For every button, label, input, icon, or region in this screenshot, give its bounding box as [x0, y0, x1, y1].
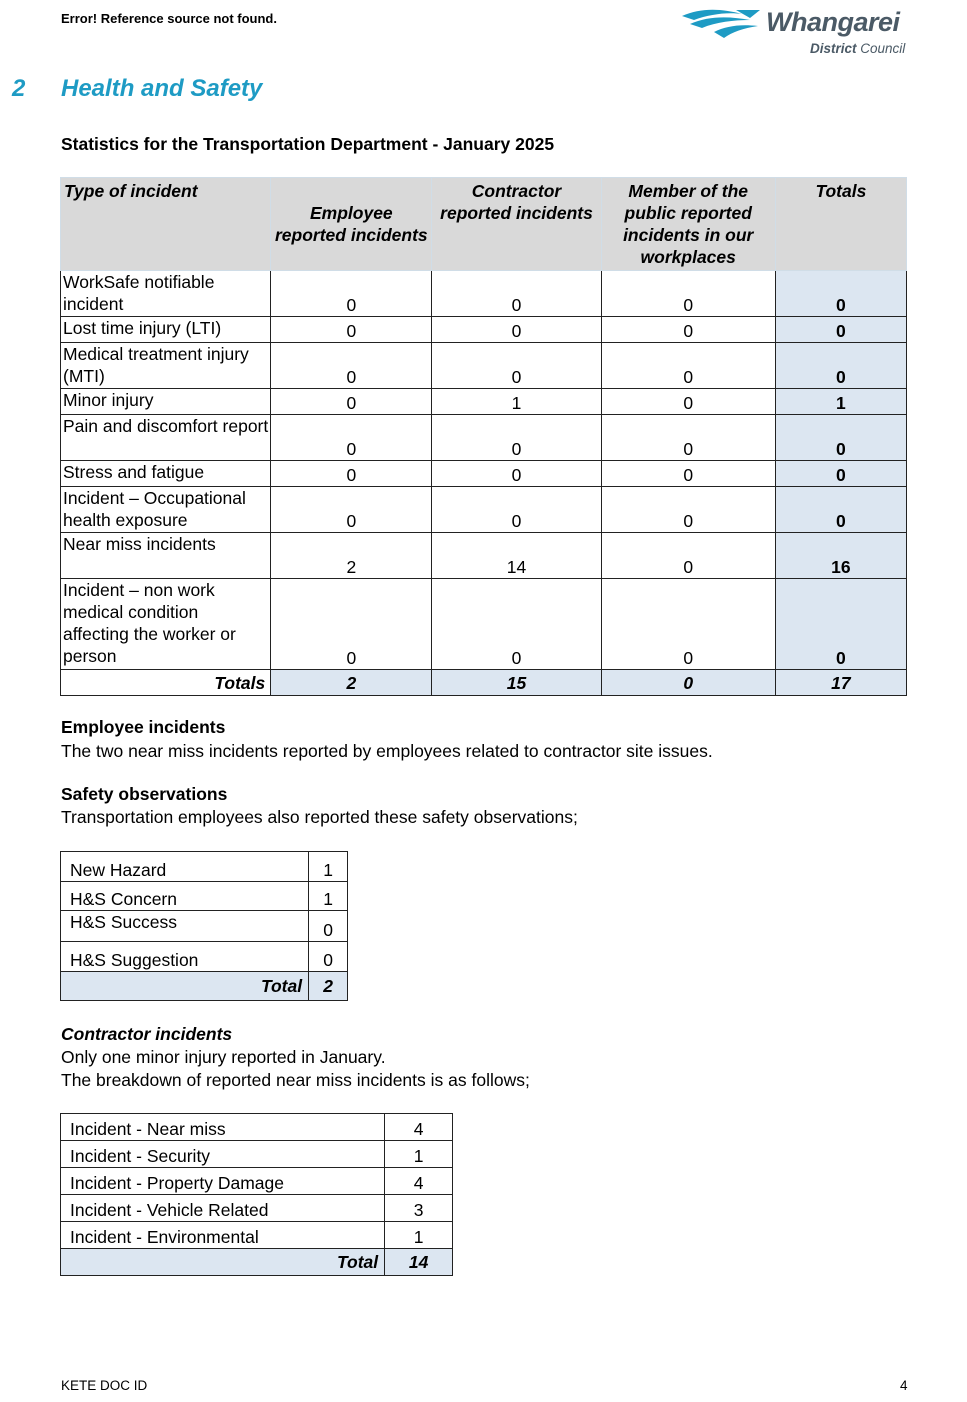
contractor-count: 0: [432, 271, 601, 317]
public-total: 0: [601, 670, 775, 696]
incident-type: Medical treatment injury (MTI): [61, 343, 271, 389]
contractor-total: 15: [432, 670, 601, 696]
table-row: [61, 533, 907, 579]
near-miss-breakdown-table: [60, 1113, 453, 1276]
table-row: [61, 942, 348, 972]
table-row: [61, 1222, 453, 1249]
incident-type: Incident – non work medical condition affecting the worker or person: [61, 579, 271, 670]
contractor-count: 0: [432, 317, 601, 343]
table-row: [61, 343, 907, 389]
wave-logo-icon: [680, 6, 764, 46]
breakdown-label: Incident - Property Damage: [61, 1168, 385, 1195]
contractor-count: 1: [432, 389, 601, 415]
total-row: [61, 972, 348, 1001]
public-count: 0: [601, 343, 775, 389]
totals-label: Totals: [61, 670, 271, 696]
table-row: [61, 317, 907, 343]
safety-observations-heading: Safety observations: [61, 784, 228, 804]
header-employee: Employee reported incidents: [271, 178, 432, 271]
employee-count: 2: [271, 533, 432, 579]
table-header-row: [61, 178, 907, 271]
contractor-incidents-text-2: The breakdown of reported near miss incidents is as follows;: [61, 1070, 530, 1090]
observation-label: H&S Concern: [61, 882, 309, 911]
safety-observations-table: [60, 851, 348, 1001]
observation-value: 1: [309, 852, 348, 882]
row-total: 0: [775, 317, 906, 343]
incident-statistics-table: [60, 177, 907, 696]
safety-observations-text: Transportation employees also reported these safety observations;: [61, 807, 578, 827]
contractor-count: 0: [432, 487, 601, 533]
observation-value: 0: [309, 942, 348, 972]
row-total: 16: [775, 533, 906, 579]
contractor-count: 14: [432, 533, 601, 579]
breakdown-value: 4: [385, 1168, 453, 1195]
table-row: [61, 882, 348, 911]
breakdown-value: 4: [385, 1114, 453, 1141]
logo-name: Whangarei: [766, 7, 900, 37]
observation-value: 1: [309, 882, 348, 911]
incident-type: WorkSafe notifiable incident: [61, 271, 271, 317]
table-row: [61, 389, 907, 415]
employee-incidents-text: The two near miss incidents reported by employees related to contractor site issues.: [61, 741, 713, 761]
council-logo: [680, 4, 915, 60]
public-count: 0: [601, 461, 775, 487]
table-row: [61, 852, 348, 882]
breakdown-value: 3: [385, 1195, 453, 1222]
table-row: [61, 1168, 453, 1195]
incident-type: Incident – Occupational health exposure: [61, 487, 271, 533]
row-total: 1: [775, 389, 906, 415]
contractor-count: 0: [432, 415, 601, 461]
employee-count: 0: [271, 487, 432, 533]
incident-type: Minor injury: [61, 389, 271, 415]
breakdown-value: 1: [385, 1222, 453, 1249]
row-total: 0: [775, 579, 906, 670]
row-total: 0: [775, 415, 906, 461]
logo-subtitle: District Council: [810, 41, 906, 56]
table-row: [61, 487, 907, 533]
table-row: [61, 579, 907, 670]
footer-page-number: 4: [900, 1378, 908, 1393]
observation-label: H&S Suggestion: [61, 942, 309, 972]
section-number: 2: [12, 75, 26, 102]
header-public: Member of the public reported incidents in our workplaces: [601, 178, 775, 271]
header-contractor: Contractor reported incidents: [432, 178, 601, 271]
contractor-count: 0: [432, 579, 601, 670]
breakdown-total-value: 14: [385, 1249, 453, 1276]
contractor-count: 0: [432, 461, 601, 487]
public-count: 0: [601, 533, 775, 579]
table-row: [61, 415, 907, 461]
public-count: 0: [601, 487, 775, 533]
table-row: [61, 1114, 453, 1141]
grand-total: 17: [775, 670, 906, 696]
incident-type: Lost time injury (LTI): [61, 317, 271, 343]
section-title: Health and Safety: [61, 75, 263, 102]
header-type: Type of incident: [61, 178, 271, 271]
observation-label: New Hazard: [61, 852, 309, 882]
public-count: 0: [601, 389, 775, 415]
incident-type: Pain and discomfort report: [61, 415, 271, 461]
public-count: 0: [601, 271, 775, 317]
breakdown-label: Incident - Security: [61, 1141, 385, 1168]
row-total: 0: [775, 461, 906, 487]
table-row: [61, 461, 907, 487]
breakdown-label: Incident - Vehicle Related: [61, 1195, 385, 1222]
employee-count: 0: [271, 317, 432, 343]
header-error-text: Error! Reference source not found.: [61, 11, 277, 26]
public-count: 0: [601, 317, 775, 343]
employee-incidents-heading: Employee incidents: [61, 717, 226, 737]
employee-total: 2: [271, 670, 432, 696]
table-row: [61, 911, 348, 942]
breakdown-label: Incident - Environmental: [61, 1222, 385, 1249]
contractor-count: 0: [432, 343, 601, 389]
employee-count: 0: [271, 579, 432, 670]
observation-value: 0: [309, 911, 348, 942]
table-row: [61, 1195, 453, 1222]
employee-count: 0: [271, 343, 432, 389]
contractor-incidents-text-1: Only one minor injury reported in January.: [61, 1047, 386, 1067]
observation-total-label: Total: [61, 972, 309, 1001]
public-count: 0: [601, 415, 775, 461]
observation-label: H&S Success: [61, 911, 309, 942]
row-total: 0: [775, 487, 906, 533]
totals-row: [61, 670, 907, 696]
incident-type: Stress and fatigue: [61, 461, 271, 487]
breakdown-value: 1: [385, 1141, 453, 1168]
breakdown-label: Incident - Near miss: [61, 1114, 385, 1141]
employee-count: 0: [271, 271, 432, 317]
observation-total-value: 2: [309, 972, 348, 1001]
table-subtitle: Statistics for the Transportation Department - January 2025: [61, 134, 555, 154]
row-total: 0: [775, 271, 906, 317]
row-total: 0: [775, 343, 906, 389]
footer-doc-id: KETE DOC ID: [61, 1378, 148, 1393]
breakdown-total-label: Total: [61, 1249, 385, 1276]
incident-type: Near miss incidents: [61, 533, 271, 579]
total-row: [61, 1249, 453, 1276]
employee-count: 0: [271, 461, 432, 487]
contractor-incidents-heading: Contractor incidents: [61, 1024, 233, 1044]
public-count: 0: [601, 579, 775, 670]
employee-count: 0: [271, 415, 432, 461]
table-row: [61, 1141, 453, 1168]
employee-count: 0: [271, 389, 432, 415]
table-row: [61, 271, 907, 317]
header-totals: Totals: [775, 178, 906, 271]
